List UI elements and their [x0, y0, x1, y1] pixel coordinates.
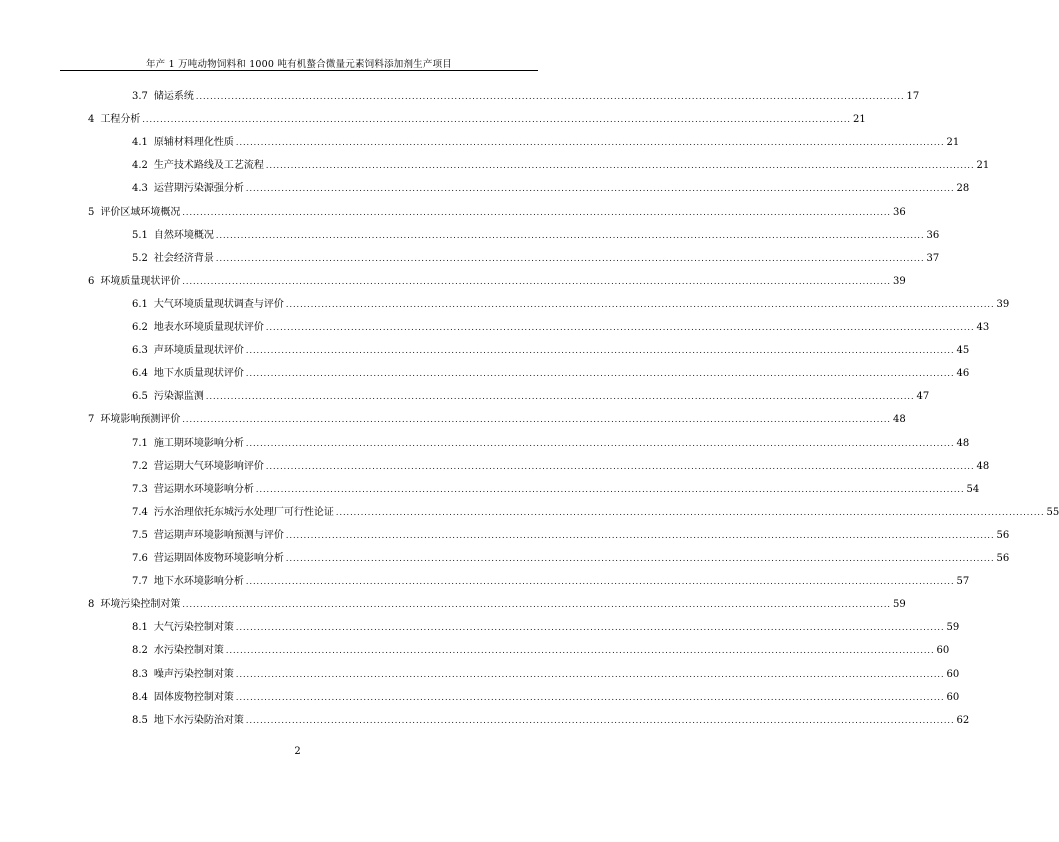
dot-leader: ........................................................................................................................................................................................................ [265, 461, 975, 471]
toc-entry-title: 固体废物控制对策 [153, 691, 234, 703]
toc-entry-number: 8.5 [132, 714, 148, 726]
toc-entry-title: 原辅材料理化性质 [153, 137, 234, 149]
toc-entry-number: 7.5 [132, 529, 148, 541]
dot-leader: ........................................................................................................................................................................................................ [235, 669, 945, 679]
toc-entry-page: 55 [1046, 506, 1059, 518]
toc-entry-number: 4.1 [132, 137, 148, 149]
toc-entry[interactable] [132, 483, 980, 496]
toc-entry[interactable] [132, 437, 970, 450]
toc-entry-page: 36 [892, 206, 906, 218]
toc-entry[interactable] [132, 552, 1010, 565]
toc-entry-number: 4 [88, 114, 95, 126]
toc-entry-page: 46 [956, 368, 970, 380]
toc-entry[interactable] [132, 390, 930, 403]
toc-entry-title: 评价区域环境概况 [100, 206, 181, 218]
toc-entry-number: 4.3 [132, 183, 148, 195]
dot-leader: ........................................................................................................................................................................................................ [182, 276, 891, 286]
toc-entry[interactable] [132, 714, 970, 727]
dot-leader: ........................................................................................................................................................................................................ [245, 577, 955, 587]
toc-entry-page: 60 [936, 645, 950, 657]
toc-entry[interactable] [132, 344, 970, 357]
running-header: 年产 1 万吨动物饲料和 1000 吨有机螯合微量元素饲料添加剂生产项目 [145, 59, 452, 70]
toc-entry[interactable] [132, 136, 960, 149]
toc-entry-page: 39 [892, 275, 906, 287]
dot-leader: ........................................................................................................................................................................................................ [182, 207, 891, 217]
dot-leader: ........................................................................................................................................................................................................ [235, 623, 945, 633]
toc-entry-page: 43 [976, 322, 990, 333]
dot-leader: ........................................................................................................................................................................................................ [215, 253, 925, 263]
toc-entry-page: 21 [976, 160, 990, 172]
toc-entry-title: 地下水环境影响分析 [153, 576, 244, 588]
toc-entry-title: 水污染控制对策 [153, 645, 224, 657]
toc-entry-page: 47 [916, 391, 930, 403]
toc-entry-title: 生产技术路线及工艺流程 [153, 160, 264, 172]
toc-entry-number: 8.2 [132, 645, 148, 657]
toc-entry-page: 60 [946, 691, 960, 703]
toc-entry[interactable] [132, 691, 960, 704]
dot-leader: ........................................................................................................................................................................................................ [195, 92, 905, 101]
toc-entry-title: 大气污染控制对策 [153, 622, 234, 634]
toc-entry-number: 6.2 [132, 322, 148, 333]
toc-entry[interactable] [132, 90, 920, 103]
dot-leader: ........................................................................................................................................................................................................ [225, 646, 935, 656]
toc-entry[interactable] [132, 668, 960, 681]
dot-leader: ........................................................................................................................................................................................................ [245, 346, 955, 356]
toc-entry-number: 7.4 [132, 506, 148, 518]
dot-leader: ........................................................................................................................................................................................................ [335, 507, 1045, 517]
toc-entry-title: 营运期大气环境影响评价 [153, 460, 264, 472]
dot-leader: ........................................................................................................................................................................................................ [182, 415, 891, 425]
dot-leader: ........................................................................................................................................................................................................ [182, 600, 891, 610]
toc-entry-title: 地表水环境质量现状评价 [153, 322, 264, 333]
dot-leader: ........................................................................................................................................................................................................ [235, 138, 945, 148]
toc-entry-page: 39 [996, 298, 1010, 310]
toc-entry-number: 6.5 [132, 391, 148, 403]
dot-leader: ........................................................................................................................................................................................................ [245, 184, 955, 194]
toc-entry-page: 57 [956, 576, 970, 588]
dot-leader: ........................................................................................................................................................................................................ [285, 554, 995, 563]
toc-entry[interactable] [132, 321, 990, 334]
toc-entry[interactable] [132, 529, 1010, 542]
toc-entry-page: 56 [996, 553, 1010, 564]
dot-leader: ........................................................................................................................................................................................................ [245, 715, 955, 725]
toc-entry[interactable] [88, 206, 906, 219]
toc-entry-number: 8 [88, 599, 95, 611]
dot-leader: ........................................................................................................................................................................................................ [285, 299, 995, 309]
dot-leader: ........................................................................................................................................................................................................ [142, 115, 851, 125]
toc-entry-title: 储运系统 [153, 91, 194, 102]
toc-entry-title: 施工期环境影响分析 [153, 437, 244, 449]
toc-entry-page: 17 [906, 91, 920, 102]
toc-entry-page: 60 [946, 668, 960, 680]
toc-entry-number: 7.2 [132, 460, 148, 472]
toc-entry[interactable] [132, 298, 1010, 311]
toc-entry[interactable] [132, 252, 940, 265]
toc-entry-page: 48 [956, 437, 970, 449]
toc-entry[interactable] [88, 275, 906, 288]
toc-entry-page: 36 [926, 229, 940, 241]
toc-entry[interactable] [132, 367, 970, 380]
toc-entry[interactable] [88, 413, 906, 426]
toc-entry-number: 7.7 [132, 576, 148, 588]
toc-entry-page: 59 [892, 599, 906, 611]
toc-entry[interactable] [132, 621, 960, 634]
toc-entry-number: 6.1 [132, 298, 148, 310]
toc-entry-number: 8.1 [132, 622, 148, 634]
toc-entry-number: 7.3 [132, 483, 148, 495]
toc-entry-title: 营运期固体废物环境影响分析 [153, 553, 284, 564]
toc-entry-title: 污水治理依托东城污水处理厂可行性论证 [153, 506, 334, 518]
toc-entry-title: 环境影响预测评价 [100, 414, 181, 426]
toc-entry-page: 21 [946, 137, 960, 149]
toc-entry-title: 污染源监测 [153, 391, 204, 403]
toc-entry-page: 59 [946, 622, 960, 634]
toc-entry-page: 54 [966, 483, 980, 495]
toc-entry-number: 8.3 [132, 668, 148, 680]
toc-entry-page: 48 [976, 460, 990, 472]
toc-entry[interactable] [132, 575, 970, 588]
header-divider [60, 70, 538, 71]
dot-leader: ........................................................................................................................................................................................................ [265, 161, 975, 171]
toc-entry-page: 28 [956, 183, 970, 195]
toc-entry[interactable] [132, 159, 990, 172]
toc-entry-number: 6 [88, 275, 95, 287]
page-number: 2 [294, 746, 301, 757]
dot-leader: ........................................................................................................................................................................................................ [255, 484, 965, 494]
toc-entry-page: 48 [892, 414, 906, 426]
toc-entry[interactable] [132, 460, 990, 473]
toc-entry-title: 声环境质量现状评价 [153, 345, 244, 357]
toc-entry[interactable] [88, 598, 906, 611]
dot-leader: ........................................................................................................................................................................................................ [245, 438, 955, 448]
toc-entry-title: 地下水质量现状评价 [153, 368, 244, 380]
toc-entry-title: 工程分析 [100, 114, 141, 126]
toc-entry-number: 3.7 [132, 91, 148, 102]
toc-entry[interactable] [132, 229, 940, 242]
toc-entry-title: 大气环境质量现状调查与评价 [153, 298, 284, 310]
toc-entry[interactable] [88, 113, 866, 126]
toc-entry-title: 营运期声环境影响预测与评价 [153, 529, 284, 541]
toc-entry-page: 37 [926, 252, 940, 264]
toc-entry-title: 地下水污染防治对策 [153, 714, 244, 726]
toc-entry-number: 6.4 [132, 368, 148, 380]
dot-leader: ........................................................................................................................................................................................................ [205, 392, 915, 402]
toc-entry-title: 环境质量现状评价 [100, 275, 181, 287]
toc-entry-title: 自然环境概况 [153, 229, 214, 241]
dot-leader: ........................................................................................................................................................................................................ [285, 530, 995, 540]
toc-entry-number: 7.6 [132, 553, 148, 564]
toc-entry[interactable] [132, 506, 1059, 519]
toc-entry-title: 社会经济背景 [153, 252, 214, 264]
toc-entry-number: 7 [88, 414, 95, 426]
dot-leader: ........................................................................................................................................................................................................ [215, 230, 925, 240]
toc-entry-number: 6.3 [132, 345, 148, 357]
toc-entry-page: 62 [956, 714, 970, 726]
toc-entry-number: 5.2 [132, 252, 148, 264]
toc-entry-number: 8.4 [132, 691, 148, 703]
dot-leader: ........................................................................................................................................................................................................ [245, 369, 955, 379]
toc-entry-title: 环境污染控制对策 [100, 599, 181, 611]
toc-entry-page: 56 [996, 529, 1010, 541]
toc-entry-number: 5.1 [132, 229, 148, 241]
toc-entry-page: 45 [956, 345, 970, 357]
toc-entry-number: 4.2 [132, 160, 148, 172]
toc-entry[interactable] [132, 644, 950, 657]
toc-entry-number: 5 [88, 206, 95, 218]
toc-entry-title: 噪声污染控制对策 [153, 668, 234, 680]
toc-entry-number: 7.1 [132, 437, 148, 449]
toc-entry-page: 21 [852, 114, 866, 126]
toc-entry-title: 运营期污染源强分析 [153, 183, 244, 195]
toc-entry-title: 营运期水环境影响分析 [153, 483, 254, 495]
dot-leader: ........................................................................................................................................................................................................ [235, 692, 945, 702]
toc-entry[interactable] [132, 182, 970, 195]
dot-leader: ........................................................................................................................................................................................................ [265, 323, 975, 332]
